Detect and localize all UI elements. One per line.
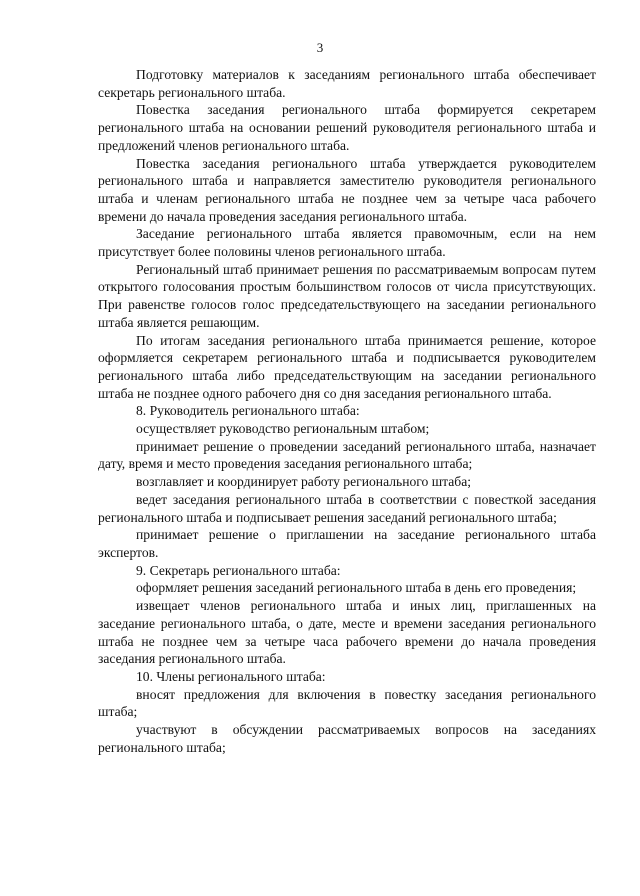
list-item: ведет заседания регионального штаба в соответствии с повесткой заседания регионального штаба и подписывает решения заседаний регионального штаба; <box>98 491 596 525</box>
document-body <box>98 66 596 756</box>
list-item: извещает членов регионального штаба и иных лиц, приглашенных на заседание регионального штаба, о дате, месте и времени заседания регионального штаба не позднее чем за четыре часа рабочего времени до начала проведения заседания регионального штаба. <box>98 598 596 667</box>
list-item: возглавляет и координирует работу регионального штаба; <box>136 474 472 490</box>
section-heading-secretary: 9. Секретарь регионального штаба: <box>136 562 341 578</box>
section-heading-head: 8. Руководитель регионального штаба: <box>136 403 360 419</box>
section-heading-members: 10. Члены регионального штаба: <box>136 668 326 684</box>
list-item: осуществляет руководство региональным штабом; <box>136 421 430 437</box>
paragraph-agenda-formation: Повестка заседания регионального штаба формируется секретарем регионального штаба на основании решений руководителя регионального штаба и предложений членов регионального штаба. <box>98 102 596 153</box>
paragraph-voting: Региональный штаб принимает решения по рассматриваемым вопросам путем открытого голосования простым большинством голосов от числа присутствующих. При равенстве голосов голос председательствующего на заседании регионального штаба является решающим. <box>98 261 596 330</box>
paragraph-preparation-materials: Подготовку материалов к заседаниям регионального штаба обеспечивает секретарь регионального штаба. <box>98 67 596 100</box>
paragraph-meeting-decision: По итогам заседания регионального штаба принимается решение, которое оформляется секретарем регионального штаба и подписывается руководителем регионального штаба либо председательствующим на заседании регионального штаба не позднее одного рабочего дня со дня заседания регионального штаба. <box>98 332 596 401</box>
list-item: оформляет решения заседаний регионального штаба в день его проведения; <box>136 580 577 596</box>
paragraph-quorum: Заседание регионального штаба является правомочным, если на нем присутствует более половины членов регионального штаба. <box>98 226 596 260</box>
list-item: принимает решение о проведении заседаний регионального штаба, назначает дату, время и место проведения заседания регионального штаба; <box>98 438 596 472</box>
page-number: 3 <box>316 40 324 55</box>
paragraph-agenda-approval: Повестка заседания регионального штаба утверждается руководителем регионального штаба и направляется заместителю руководителя регионального штаба и членам регионального штаба не позднее чем за четыре часа рабочего времени до начала проведения заседания регионального штаба. <box>98 155 596 224</box>
list-item: участвуют в обсуждении рассматриваемых вопросов на заседаниях регионального штаба; <box>98 722 596 755</box>
list-item: принимает решение о приглашении на заседание регионального штаба экспертов. <box>98 527 596 560</box>
list-item: вносят предложения для включения в повестку заседания регионального штаба; <box>98 686 596 720</box>
